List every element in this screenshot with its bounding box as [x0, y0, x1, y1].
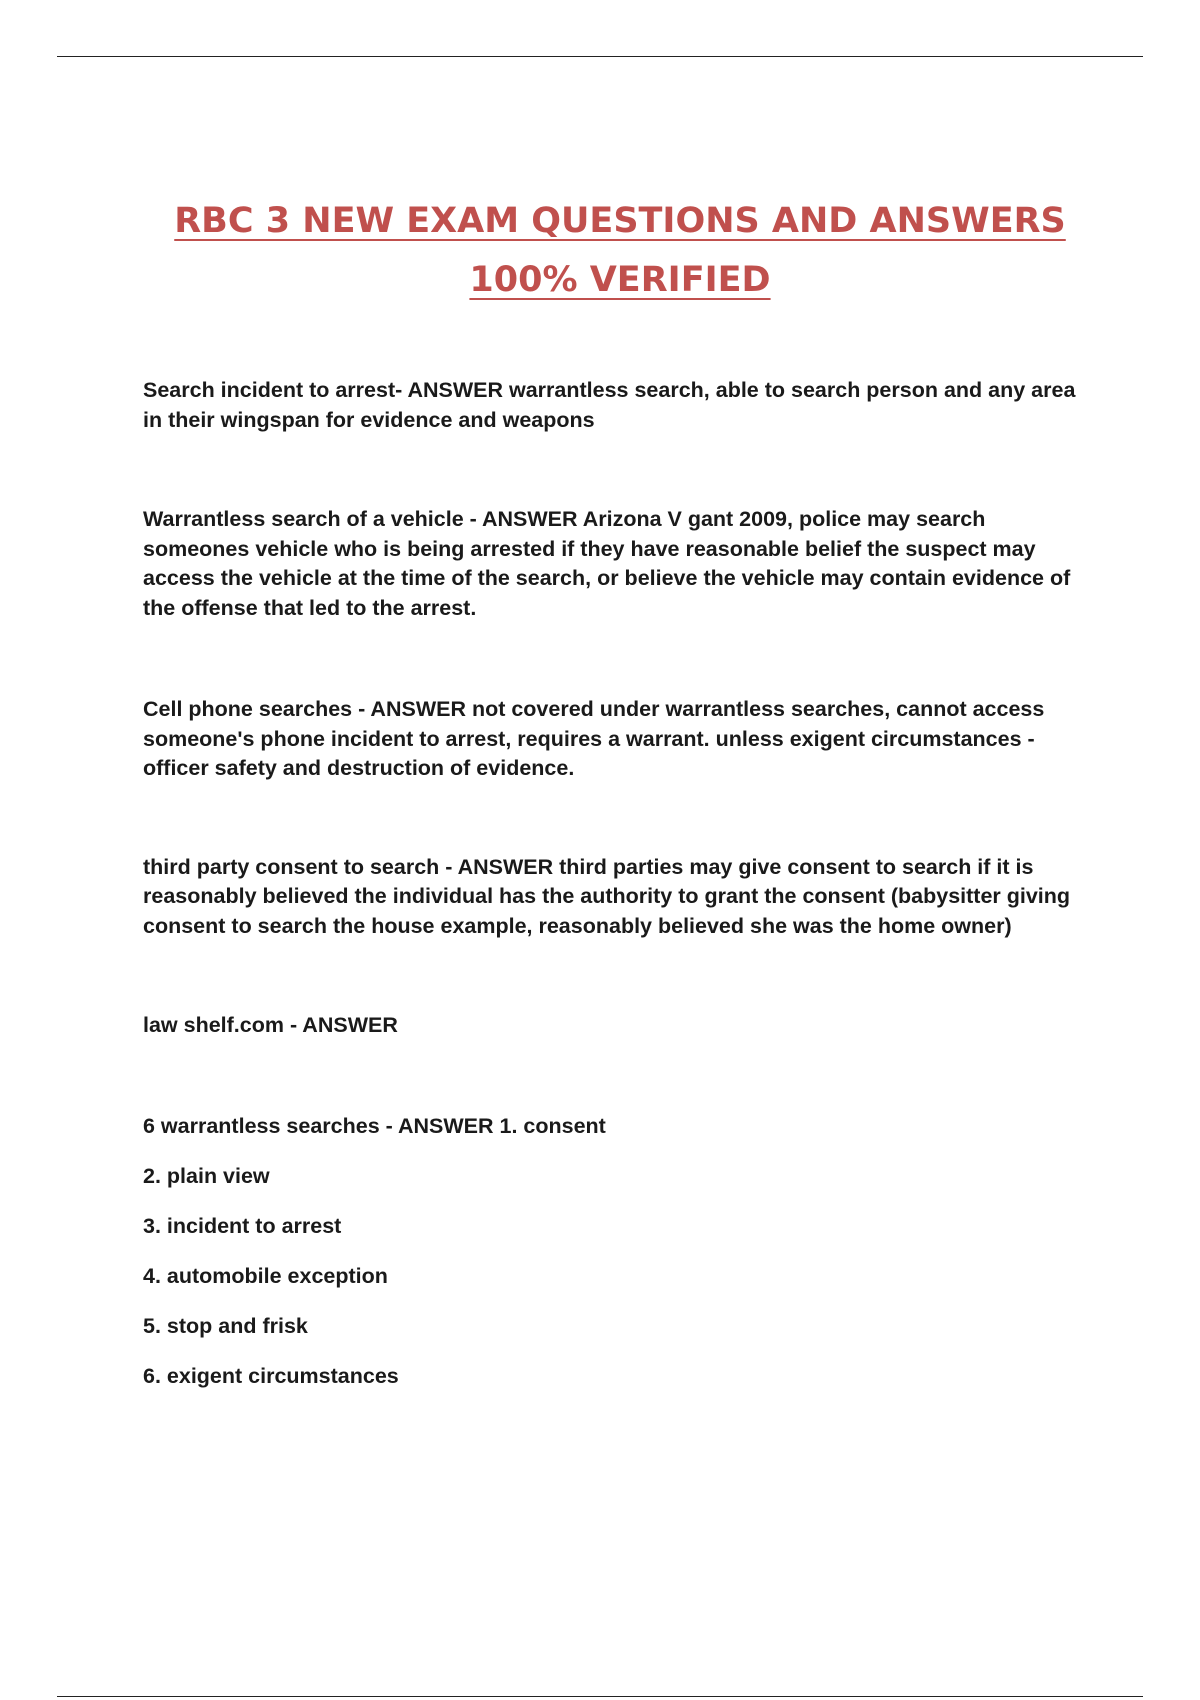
qa-entry-search-incident: Search incident to arrest- ANSWER warrantless search, able to search person and any area in their wingspan for evidence and weapons	[143, 378, 1076, 432]
list-item: 3. incident to arrest	[143, 1214, 342, 1238]
document-title	[100, 192, 1140, 310]
qa-entry-law-shelf: law shelf.com - ANSWER	[143, 1013, 398, 1037]
qa-entry-warrantless-searches: 6 warrantless searches - ANSWER 1. consent	[143, 1113, 606, 1138]
qa-entry-vehicle-search: Warrantless search of a vehicle - ANSWER Arizona V gant 2009, police may search someones vehicle who is being arrested if they have reasonable belief the suspect may access the vehicle at the time of the search, or believe the vehicle may contain evidence of the offense that led to the arrest.	[143, 507, 1071, 620]
header-rule	[57, 56, 1143, 57]
document-body	[143, 376, 1093, 1412]
list-item: 6. exigent circumstances	[143, 1364, 399, 1388]
list-item: 4. automobile exception	[143, 1264, 388, 1288]
qa-entry-third-party-consent: third party consent to search - ANSWER third parties may give consent to search if it is reasonably believed the individual has the authority to grant the consent (babysitter giving consent to search the house example, reasonably believed she was the home owner)	[143, 854, 1071, 938]
title-line-2: 100% VERIFIED	[469, 260, 771, 300]
title-line-1: RBC 3 NEW EXAM QUESTIONS AND ANSWERS	[174, 201, 1066, 241]
list-item: 2. plain view	[143, 1164, 270, 1188]
footer-rule	[57, 1696, 1143, 1697]
list-item: 5. stop and frisk	[143, 1314, 308, 1338]
qa-entry-cell-phone: Cell phone searches - ANSWER not covered under warrantless searches, cannot access someone's phone incident to arrest, requires a warrant. unless exigent circumstances -officer safety and destruction of evidence.	[143, 697, 1045, 780]
